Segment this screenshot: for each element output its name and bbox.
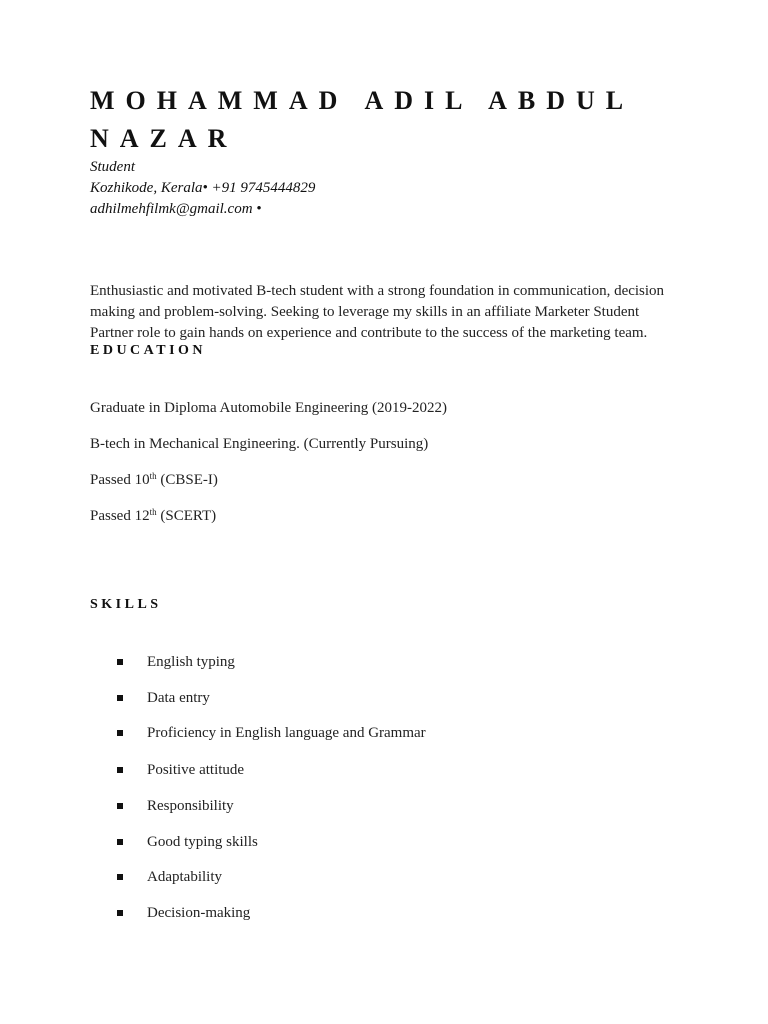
education-item-board: (SCERT) (156, 508, 217, 524)
profile-summary: Enthusiastic and motivated B-tech student with a strong foundation in communication, decision making and problem-solving. Seeking to leverage my skills in an affiliate Marketer Student Partner role to gain hands on experience and contribute to the success of the marketing team. (90, 283, 665, 341)
square-bullet-icon (117, 695, 123, 701)
skill-label: Data entry (147, 690, 210, 706)
candidate-name (90, 82, 680, 158)
square-bullet-icon (117, 910, 123, 916)
skill-label: Proficiency in English language and Grammar (147, 725, 426, 741)
skill-label: Adaptability (147, 869, 222, 885)
ordinal-suffix: th (149, 507, 157, 517)
square-bullet-icon (117, 874, 123, 880)
skills-heading: SKILLS (90, 597, 162, 612)
contact-block (90, 157, 315, 220)
education-item-text: Passed 12 (90, 508, 150, 524)
education-item (90, 506, 216, 526)
name-line-1: MOHAMMAD ADIL ABDUL (90, 86, 635, 115)
email-address: adhilmehfilmk@gmail.com • (90, 201, 262, 217)
square-bullet-icon (117, 659, 123, 665)
education-item (90, 470, 218, 490)
square-bullet-icon (117, 730, 123, 736)
role-title: Student (90, 159, 135, 175)
education-heading: EDUCATION (90, 343, 207, 358)
education-item (90, 434, 428, 454)
skill-label: Good typing skills (147, 834, 258, 850)
skill-label: English typing (147, 654, 235, 670)
name-line-2: NAZAR (90, 124, 238, 153)
square-bullet-icon (117, 839, 123, 845)
education-item (90, 398, 447, 418)
skill-label: Decision-making (147, 905, 251, 921)
education-item-text: Graduate in Diploma Automobile Engineering (2019-2022) (90, 400, 448, 416)
square-bullet-icon (117, 767, 123, 773)
education-item-text: Passed 10 (90, 472, 150, 488)
skill-label: Positive attitude (147, 762, 245, 778)
ordinal-suffix: th (149, 471, 157, 481)
location-phone: Kozhikode, Kerala• +91 9745444829 (90, 180, 316, 196)
square-bullet-icon (117, 803, 123, 809)
education-item-text: B-tech in Mechanical Engineering. (Currently Pursuing) (90, 436, 429, 452)
education-item-board: (CBSE-I) (156, 472, 218, 488)
skill-label: Responsibility (147, 798, 234, 814)
